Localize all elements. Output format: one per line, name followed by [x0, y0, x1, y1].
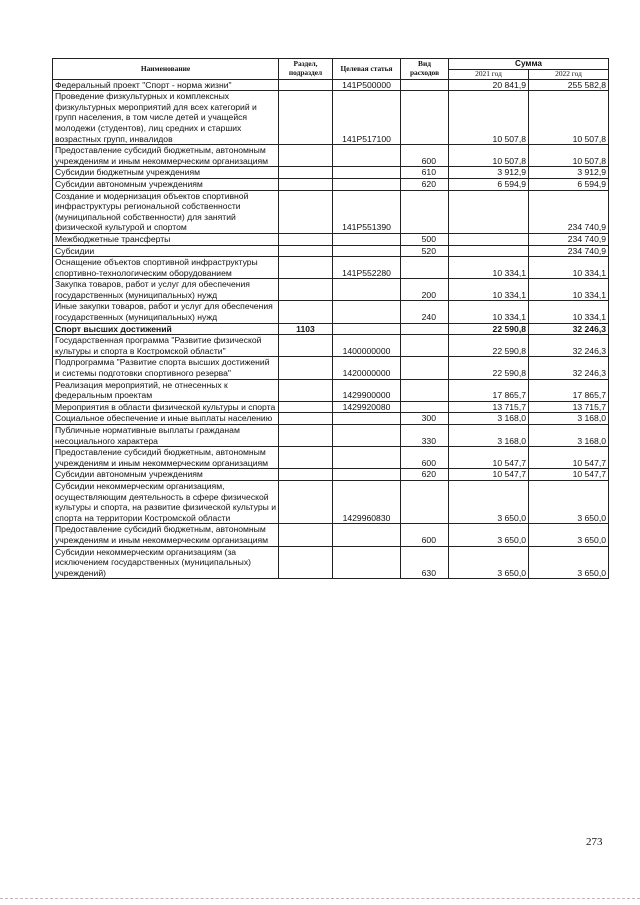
cell-section — [279, 167, 333, 179]
cell-name: Закупка товаров, работ и услуг для обеспечения государственных (муниципальных) нужд — [53, 279, 279, 301]
cell-name: Создание и модернизация объектов спортивной инфраструктуры региональной собственности (муниципальной собственности) для занятий физической культурой и спортом — [53, 190, 279, 233]
cell-kind — [401, 335, 449, 357]
cell-y2022: 17 865,7 — [529, 379, 609, 401]
cell-code — [333, 233, 401, 245]
cell-y2022: 10 334,1 — [529, 301, 609, 323]
cell-code — [333, 323, 401, 335]
table-row — [53, 145, 609, 167]
cell-code — [333, 245, 401, 257]
table-row — [53, 178, 609, 190]
cell-kind: 200 — [401, 279, 449, 301]
cell-name: Проведение физкультурных и комплексных физкультурных мероприятий для всех категорий и групп населения, в том числе детей и учащейся молодежи (студентов), лиц средних и старших возрастных групп, инвалидов — [53, 91, 279, 145]
cell-section — [279, 279, 333, 301]
cell-section — [279, 425, 333, 447]
cell-y2021: 3 168,0 — [449, 413, 529, 425]
cell-kind — [401, 257, 449, 279]
cell-name: Субсидии — [53, 245, 279, 257]
footer-divider — [0, 898, 640, 899]
cell-name: Предоставление субсидий бюджетным, автономным учреждениям и иным некоммерческим организациям — [53, 447, 279, 469]
cell-kind: 330 — [401, 425, 449, 447]
cell-y2022: 10 547,7 — [529, 469, 609, 481]
cell-y2021 — [449, 245, 529, 257]
table-row — [53, 190, 609, 233]
cell-y2021: 10 547,7 — [449, 469, 529, 481]
cell-section — [279, 413, 333, 425]
cell-section — [279, 546, 333, 579]
cell-kind — [401, 379, 449, 401]
cell-name: Реализация мероприятий, не отнесенных к федеральным проектам — [53, 379, 279, 401]
cell-name: Государственная программа "Развитие физической культуры и спорта в Костромской области" — [53, 335, 279, 357]
cell-name: Субсидии автономным учреждениям — [53, 178, 279, 190]
cell-section — [279, 245, 333, 257]
cell-y2021: 6 594,9 — [449, 178, 529, 190]
cell-section — [279, 233, 333, 245]
cell-name: Субсидии автономным учреждениям — [53, 469, 279, 481]
cell-y2022: 3 650,0 — [529, 524, 609, 546]
cell-section — [279, 524, 333, 546]
cell-section — [279, 401, 333, 413]
cell-name: Межбюджетные трансферты — [53, 233, 279, 245]
cell-section — [279, 190, 333, 233]
header-name: Наименование — [53, 59, 279, 80]
cell-code — [333, 301, 401, 323]
cell-y2021: 22 590,8 — [449, 323, 529, 335]
table-row — [53, 425, 609, 447]
table-row — [53, 401, 609, 413]
table-row — [53, 335, 609, 357]
cell-y2021: 10 507,8 — [449, 145, 529, 167]
cell-kind: 500 — [401, 233, 449, 245]
cell-y2021 — [449, 233, 529, 245]
cell-kind: 240 — [401, 301, 449, 323]
cell-code: 141P500000 — [333, 79, 401, 91]
header-year-2022: 2022 год — [529, 70, 609, 80]
cell-y2021: 3 168,0 — [449, 425, 529, 447]
cell-y2022: 234 740,9 — [529, 190, 609, 233]
cell-kind: 600 — [401, 447, 449, 469]
table-row — [53, 245, 609, 257]
cell-name: Предоставление субсидий бюджетным, автономным учреждениям и иным некоммерческим организациям — [53, 524, 279, 546]
cell-section — [279, 91, 333, 145]
cell-y2022: 32 246,3 — [529, 323, 609, 335]
cell-kind: 630 — [401, 546, 449, 579]
cell-y2022: 10 507,8 — [529, 91, 609, 145]
cell-code — [333, 524, 401, 546]
table-row — [53, 469, 609, 481]
cell-y2022: 10 547,7 — [529, 447, 609, 469]
cell-code: 1429920080 — [333, 401, 401, 413]
cell-section: 1103 — [279, 323, 333, 335]
cell-name: Публичные нормативные выплаты гражданам несоциального характера — [53, 425, 279, 447]
cell-code — [333, 178, 401, 190]
cell-code — [333, 279, 401, 301]
table-header — [53, 59, 609, 80]
cell-code — [333, 413, 401, 425]
cell-y2022: 32 246,3 — [529, 335, 609, 357]
cell-y2022: 255 582,8 — [529, 79, 609, 91]
cell-y2021: 10 334,1 — [449, 279, 529, 301]
cell-section — [279, 257, 333, 279]
cell-y2022: 6 594,9 — [529, 178, 609, 190]
table-row — [53, 91, 609, 145]
table-row — [53, 480, 609, 523]
cell-section — [279, 469, 333, 481]
cell-name: Подпрограмма "Развитие спорта высших достижений и системы подготовки спортивного резерва" — [53, 357, 279, 379]
cell-code: 141P551390 — [333, 190, 401, 233]
cell-y2022: 13 715,7 — [529, 401, 609, 413]
cell-code — [333, 447, 401, 469]
cell-kind — [401, 91, 449, 145]
cell-name: Субсидии некоммерческим организациям (за исключением государственных (муниципальных) учреждений) — [53, 546, 279, 579]
cell-code: 1429900000 — [333, 379, 401, 401]
budget-table — [52, 58, 609, 579]
cell-y2021: 3 650,0 — [449, 480, 529, 523]
cell-y2021: 22 590,8 — [449, 335, 529, 357]
cell-name: Социальное обеспечение и иные выплаты населению — [53, 413, 279, 425]
table-row — [53, 279, 609, 301]
table-row — [53, 79, 609, 91]
header-sum: Сумма — [449, 59, 609, 70]
cell-y2021: 10 334,1 — [449, 301, 529, 323]
cell-kind: 600 — [401, 145, 449, 167]
cell-code: 1420000000 — [333, 357, 401, 379]
cell-code — [333, 546, 401, 579]
cell-y2021: 3 912,9 — [449, 167, 529, 179]
table-row — [53, 447, 609, 469]
cell-kind: 600 — [401, 524, 449, 546]
cell-section — [279, 301, 333, 323]
table-row — [53, 323, 609, 335]
cell-section — [279, 357, 333, 379]
cell-section — [279, 447, 333, 469]
cell-kind — [401, 323, 449, 335]
cell-section — [279, 480, 333, 523]
cell-kind — [401, 357, 449, 379]
cell-y2021: 10 334,1 — [449, 257, 529, 279]
cell-y2022: 10 334,1 — [529, 257, 609, 279]
cell-y2022: 234 740,9 — [529, 233, 609, 245]
table-row — [53, 167, 609, 179]
header-year-2021: 2021 год — [449, 70, 529, 80]
cell-y2021: 10 507,8 — [449, 91, 529, 145]
cell-code: 141P517100 — [333, 91, 401, 145]
cell-y2022: 3 650,0 — [529, 546, 609, 579]
cell-name: Мероприятия в области физической культуры и спорта — [53, 401, 279, 413]
table-row — [53, 233, 609, 245]
header-target: Целевая статья — [333, 59, 401, 80]
cell-section — [279, 379, 333, 401]
table-row — [53, 301, 609, 323]
cell-section — [279, 145, 333, 167]
cell-kind — [401, 79, 449, 91]
page-number: 273 — [586, 836, 603, 848]
cell-kind: 620 — [401, 469, 449, 481]
table-row — [53, 357, 609, 379]
table-row — [53, 524, 609, 546]
cell-kind: 300 — [401, 413, 449, 425]
cell-section — [279, 79, 333, 91]
cell-name: Субсидии некоммерческим организациям, осуществляющим деятельность в сфере физической культуры и спорта, на развитие физической культуры и спорта на территории Костромской области — [53, 480, 279, 523]
cell-y2022: 3 168,0 — [529, 425, 609, 447]
cell-code — [333, 167, 401, 179]
cell-code: 141P552280 — [333, 257, 401, 279]
cell-y2022: 3 168,0 — [529, 413, 609, 425]
cell-name: Иные закупки товаров, работ и услуг для обеспечения государственных (муниципальных) нужд — [53, 301, 279, 323]
cell-section — [279, 335, 333, 357]
cell-y2021: 10 547,7 — [449, 447, 529, 469]
cell-y2022: 234 740,9 — [529, 245, 609, 257]
cell-section — [279, 178, 333, 190]
cell-y2022: 3 650,0 — [529, 480, 609, 523]
cell-kind — [401, 190, 449, 233]
table-row — [53, 379, 609, 401]
table-row — [53, 413, 609, 425]
cell-kind: 520 — [401, 245, 449, 257]
cell-name: Спорт высших достижений — [53, 323, 279, 335]
header-kind: Вид расходов — [401, 59, 449, 80]
cell-kind — [401, 480, 449, 523]
cell-code — [333, 425, 401, 447]
cell-name: Предоставление субсидий бюджетным, автономным учреждениям и иным некоммерческим организациям — [53, 145, 279, 167]
cell-kind: 620 — [401, 178, 449, 190]
cell-y2021: 22 590,8 — [449, 357, 529, 379]
cell-y2021: 20 841,9 — [449, 79, 529, 91]
header-section: Раздел, подраздел — [279, 59, 333, 80]
cell-y2022: 3 912,9 — [529, 167, 609, 179]
cell-y2021: 17 865,7 — [449, 379, 529, 401]
cell-code — [333, 145, 401, 167]
cell-y2021: 3 650,0 — [449, 546, 529, 579]
table-row — [53, 546, 609, 579]
cell-y2021 — [449, 190, 529, 233]
cell-kind: 610 — [401, 167, 449, 179]
cell-y2022: 10 334,1 — [529, 279, 609, 301]
cell-name: Федеральный проект "Спорт - норма жизни" — [53, 79, 279, 91]
cell-y2021: 3 650,0 — [449, 524, 529, 546]
cell-y2022: 32 246,3 — [529, 357, 609, 379]
table-body — [53, 79, 609, 579]
cell-code: 1429960830 — [333, 480, 401, 523]
cell-name: Субсидии бюджетным учреждениям — [53, 167, 279, 179]
table-row — [53, 257, 609, 279]
cell-code — [333, 469, 401, 481]
cell-y2022: 10 507,8 — [529, 145, 609, 167]
cell-name: Оснащение объектов спортивной инфраструктуры спортивно-технологическим оборудованием — [53, 257, 279, 279]
cell-code: 1400000000 — [333, 335, 401, 357]
cell-y2021: 13 715,7 — [449, 401, 529, 413]
cell-kind — [401, 401, 449, 413]
